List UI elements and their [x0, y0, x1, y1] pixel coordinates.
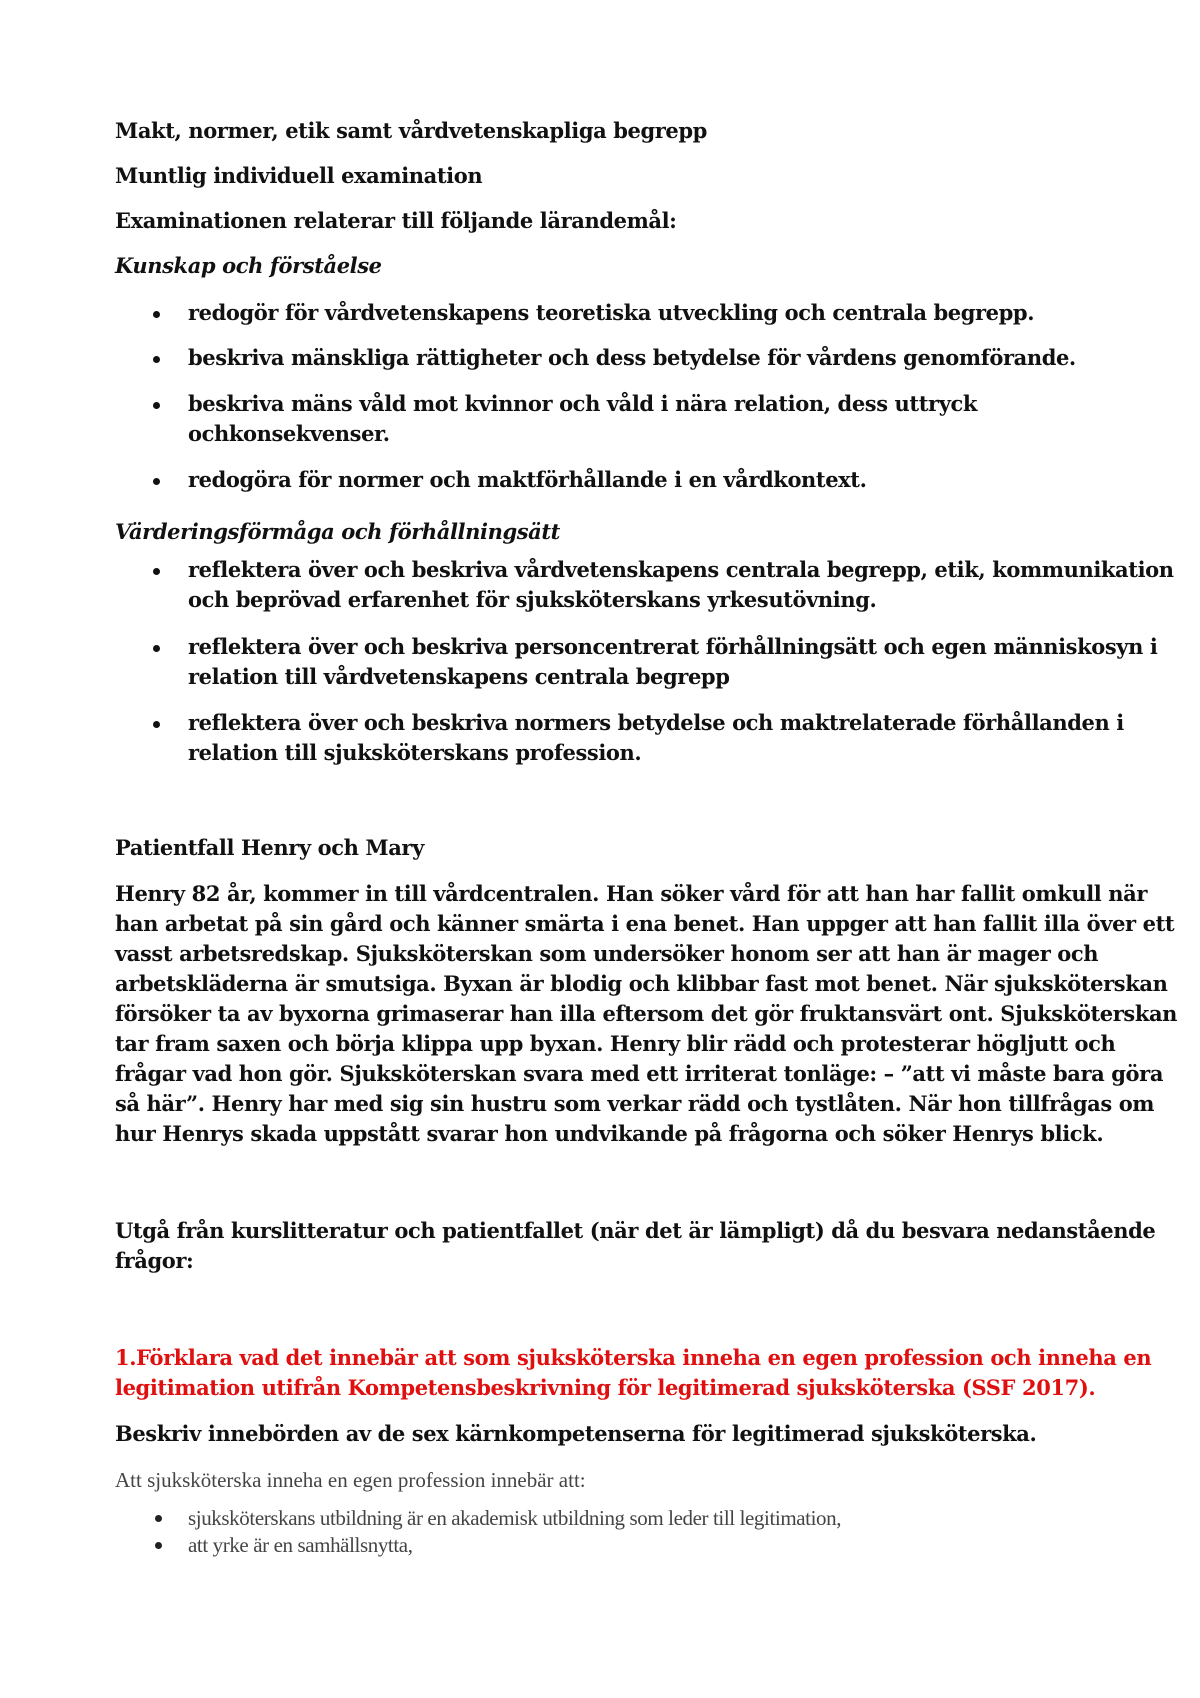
document-subtitle: Muntlig individuell examination — [115, 163, 483, 188]
bullet-icon — [153, 478, 160, 485]
instruction-line: Utgå från kurslitteratur och patientfallet (när det är lämpligt) då du besvara nedanstående — [115, 1218, 1156, 1243]
question-line: 1.Förklara vad det innebär att som sjuksköterska inneha en egen profession och inneha en — [115, 1345, 1152, 1370]
list-item: redogöra för normer och maktförhållande i en vårdkontext. — [188, 467, 867, 492]
bullet-icon — [155, 1515, 162, 1522]
bullet-icon — [155, 1542, 162, 1549]
list-item-continuation: ochkonsekvenser. — [188, 421, 390, 446]
case-text-line: hur Henrys skada uppstått svarar hon undvikande på frågorna och söker Henrys blick. — [115, 1121, 1104, 1146]
bullet-icon — [153, 645, 160, 652]
list-item: redogör för vårdvetenskapens teoretiska utveckling och centrala begrepp. — [188, 300, 1035, 325]
bullet-icon — [153, 402, 160, 409]
list-item: reflektera över och beskriva normers betydelse och maktrelaterade förhållanden i — [188, 710, 1124, 735]
instruction-line: frågor: — [115, 1248, 194, 1273]
list-item: reflektera över och beskriva personcentrerat förhållningsätt och egen människosyn i — [188, 634, 1158, 659]
case-text-line: arbetskläderna är smutsiga. Byxan är blodig och klibbar fast mot benet. När sjuksköterskan — [115, 971, 1168, 996]
bullet-icon — [153, 568, 160, 575]
list-item-continuation: och beprövad erfarenhet för sjuksköterskans yrkesutövning. — [188, 587, 877, 612]
section1-heading: Kunskap och förståelse — [115, 253, 382, 278]
case-text-line: Henry 82 år, kommer in till vårdcentralen. Han söker vård för att han har fallit omkull när — [115, 881, 1148, 906]
bullet-icon — [153, 356, 160, 363]
intro-text: Examinationen relaterar till följande lärandemål: — [115, 208, 677, 233]
list-item: beskriva mäns våld mot kvinnor och våld i nära relation, dess uttryck — [188, 391, 978, 416]
list-item: reflektera över och beskriva vårdvetenskapens centrala begrepp, etik, kommunikation — [188, 557, 1174, 582]
case-text-line: försöker ta av byxorna grimaserar han illa eftersom det gör fruktansvärt ont. Sjuksköterskan — [115, 1001, 1178, 1026]
list-item-continuation: relation till sjuksköterskans profession. — [188, 740, 642, 765]
question-line: legitimation utifrån Kompetensbeskrivning för legitimerad sjuksköterska (SSF 2017). — [115, 1375, 1096, 1400]
bullet-icon — [153, 721, 160, 728]
answer-list-item: sjuksköterskans utbildning är en akademisk utbildning som leder till legitimation, — [188, 1506, 842, 1530]
document-title: Makt, normer, etik samt vårdvetenskapliga begrepp — [115, 118, 707, 143]
case-text-line: han arbetat på sin gård och känner smärta i ena benet. Han uppger att han fallit illa över ett — [115, 911, 1175, 936]
case-heading: Patientfall Henry och Mary — [115, 835, 424, 860]
case-text-line: vasst arbetsredskap. Sjuksköterskan som undersöker honom ser att han är mager och — [115, 941, 1099, 966]
bullet-icon — [153, 311, 160, 318]
list-item: beskriva mänskliga rättigheter och dess betydelse för vårdens genomförande. — [188, 345, 1076, 370]
task-text: Beskriv innebörden av de sex kärnkompetenserna för legitimerad sjuksköterska. — [115, 1421, 1037, 1446]
case-text-line: tar fram saxen och börja klippa upp byxan. Henry blir rädd och protesterar högljutt och — [115, 1031, 1116, 1056]
list-item-continuation: relation till vårdvetenskapens centrala begrepp — [188, 664, 730, 689]
case-text-line: frågar vad hon gör. Sjuksköterskan svara med ett irriterat tonläge: – ”att vi måste bara göra — [115, 1061, 1164, 1086]
answer-list-item: att yrke är en samhällsnytta, — [188, 1533, 413, 1557]
section2-heading: Värderingsförmåga och förhållningsätt — [115, 519, 560, 544]
case-text-line: så här”. Henry har med sig sin hustru som verkar rädd och tystlåten. När hon tillfrågas om — [115, 1091, 1155, 1116]
answer-intro: Att sjuksköterska inneha en egen profession innebär att: — [115, 1468, 586, 1492]
